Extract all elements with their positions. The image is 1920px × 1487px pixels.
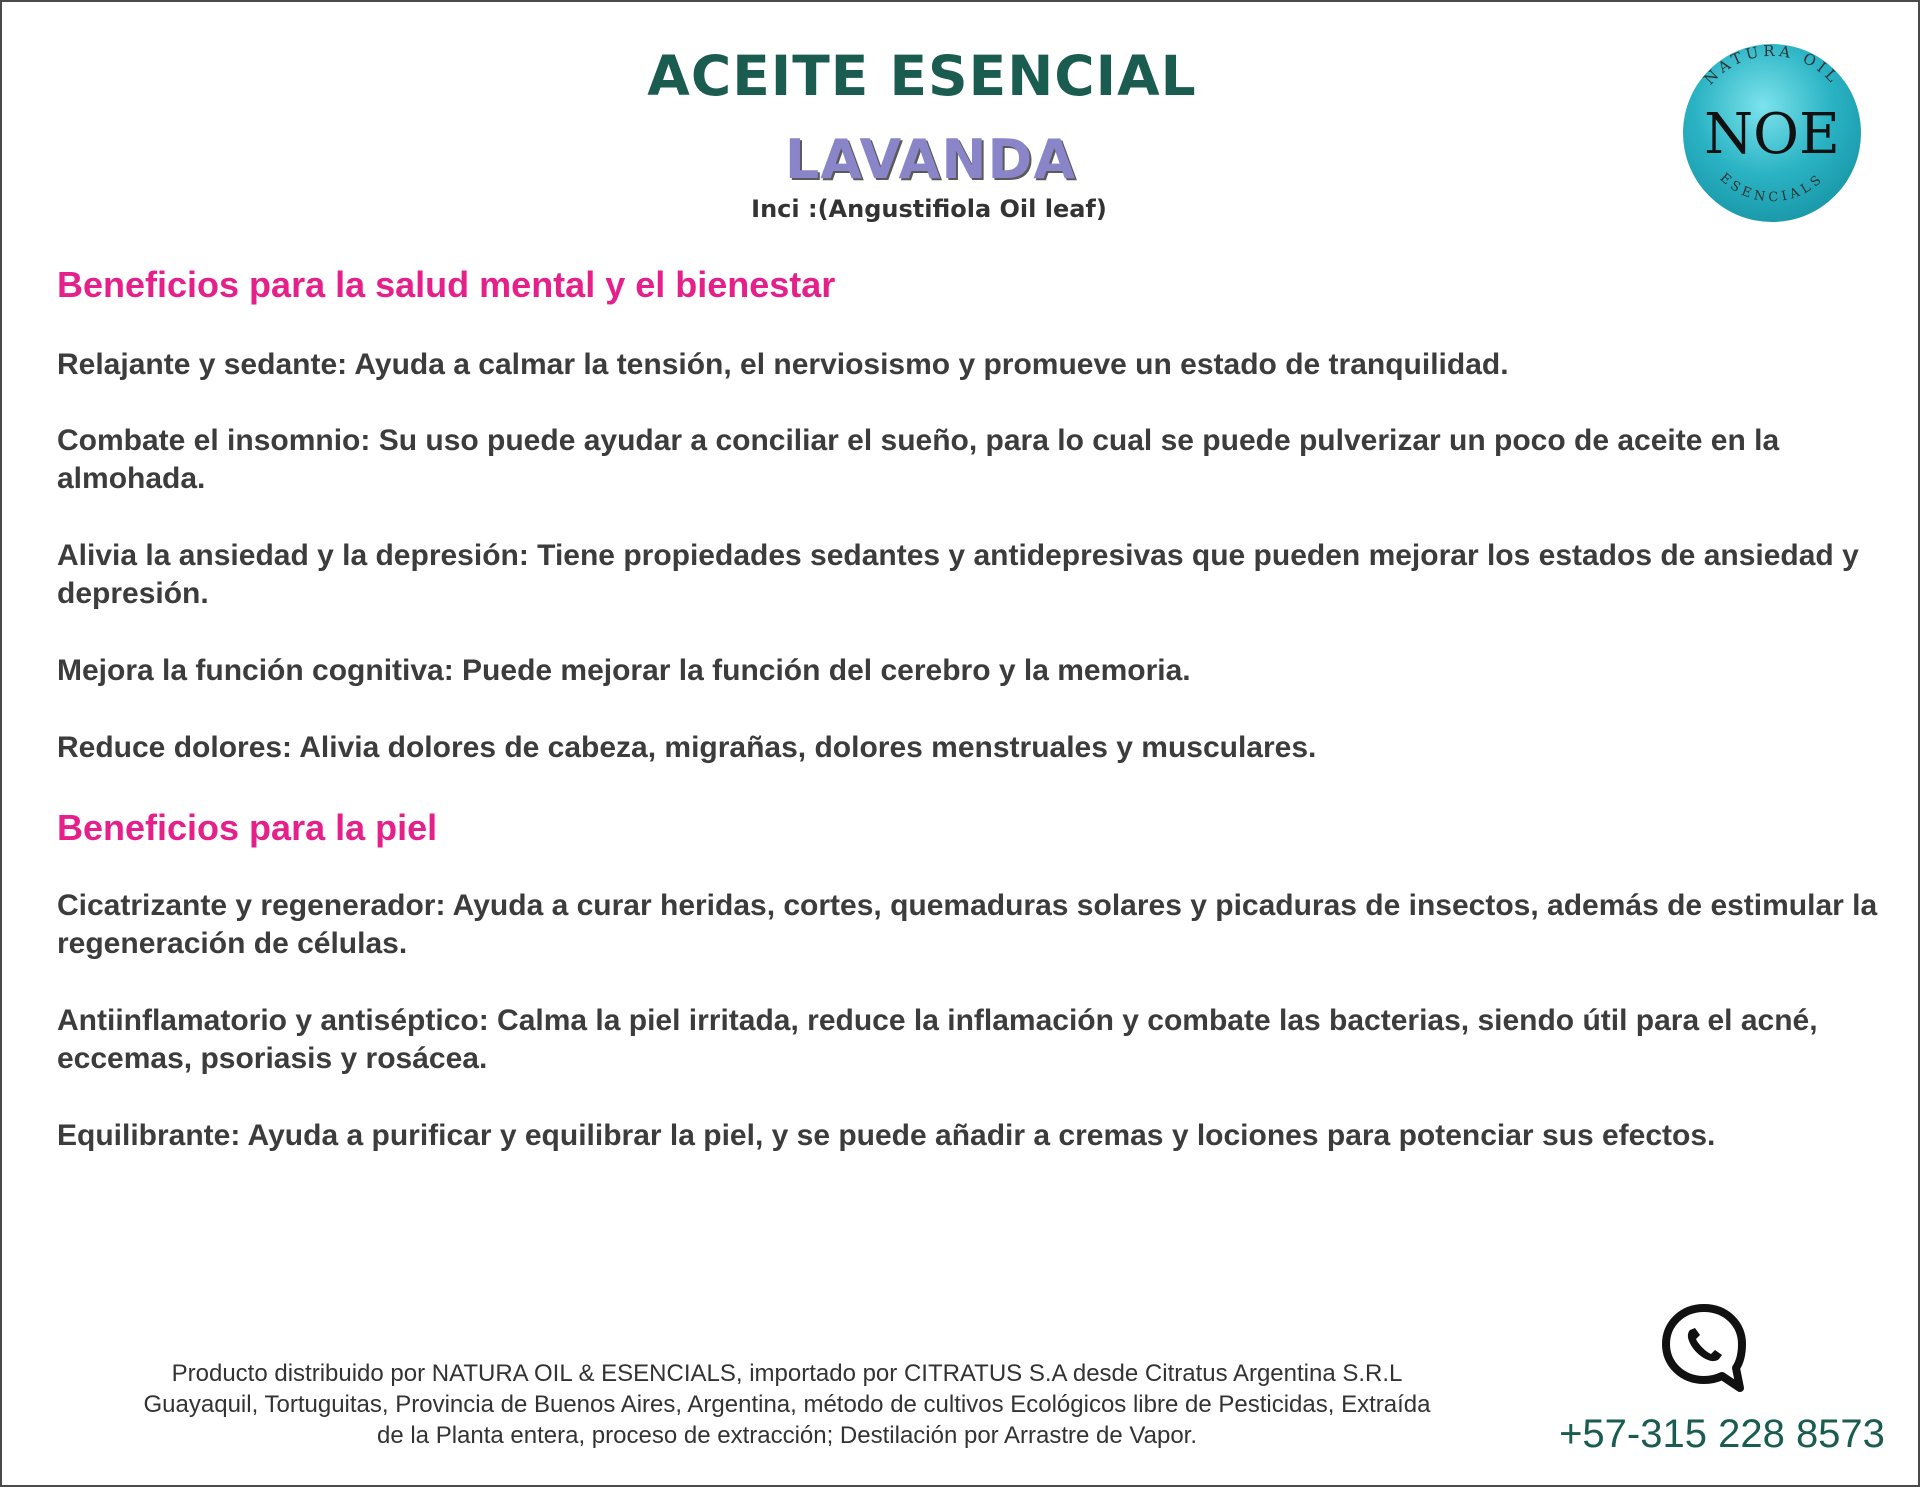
benefit-item: Mejora la función cognitiva: Puede mejorar la función del cerebro y la memoria. [57,654,1191,687]
phone-number: +57-315 228 8573 [1559,1412,1885,1456]
benefit-item: Equilibrante: Ayuda a purificar y equilibrar la piel, y se puede añadir a cremas y lociones para potenciar sus efectos. [57,1119,1716,1152]
product-name: LAVANDA [784,128,1077,191]
footer-note [52,1358,1522,1451]
inci-label: Inci :(Angustifiola Oil leaf) [751,195,1107,223]
noe-logo [1672,34,1872,234]
logo-arc-top: NATURA OIL [1700,41,1844,89]
benefit-item: Reduce dolores: Alivia dolores de cabeza, migrañas, dolores menstruales y musculares. [57,731,1317,764]
benefit-item: Combate el insomnio: Su uso puede ayudar a conciliar el sueño, para lo cual se puede pulverizar un poco de aceite en la almohada. [57,424,1780,495]
logo-text: NOE [1704,102,1840,167]
benefit-item: Relajante y sedante: Ayuda a calmar la tensión, el nerviosismo y promueve un estado de tranquilidad. [57,348,1509,381]
footer-line: Guayaquil, Tortuguitas, Provincia de Buenos Aires, Argentina, método de cultivos Ecológicos libre de Pesticidas, Extraída [143,1391,1431,1418]
benefit-item: Alivia la ansiedad y la depresión: Tiene propiedades sedantes y antidepresivas que pueden mejorar los estados de ansiedad y depresión. [57,539,1859,610]
benefit-item: Antiinflamatorio y antiséptico: Calma la piel irritada, reduce la inflamación y combate las bacterias, siendo útil para el acné, eccemas, psoriasis y rosácea. [57,1004,1818,1075]
benefit-item: Cicatrizante y regenerador: Ayuda a curar heridas, cortes, quemaduras solares y picaduras de insectos, además de estimular la regeneración de células. [57,889,1878,960]
whatsapp-phone-icon [1660,1302,1748,1394]
svg-text:NATURA OIL [1700,42,1843,88]
section-heading-skin: Beneficios para la piel [57,807,438,848]
section-heading-mental: Beneficios para la salud mental y el bienestar [57,264,836,305]
footer-line: Producto distribuido por NATURA OIL & ESENCIALS, importado por CITRATUS S.A desde Citratus Argentina S.R.L [171,1360,1403,1387]
footer-line: de la Planta entera, proceso de extracción; Destilación por Arrastre de Vapor. [376,1422,1198,1449]
page-title: ACEITE ESENCIAL [647,44,1197,108]
logo-arc-bottom: ESENCIALS [1716,170,1828,206]
svg-text:ESENCIALS [1717,170,1828,205]
